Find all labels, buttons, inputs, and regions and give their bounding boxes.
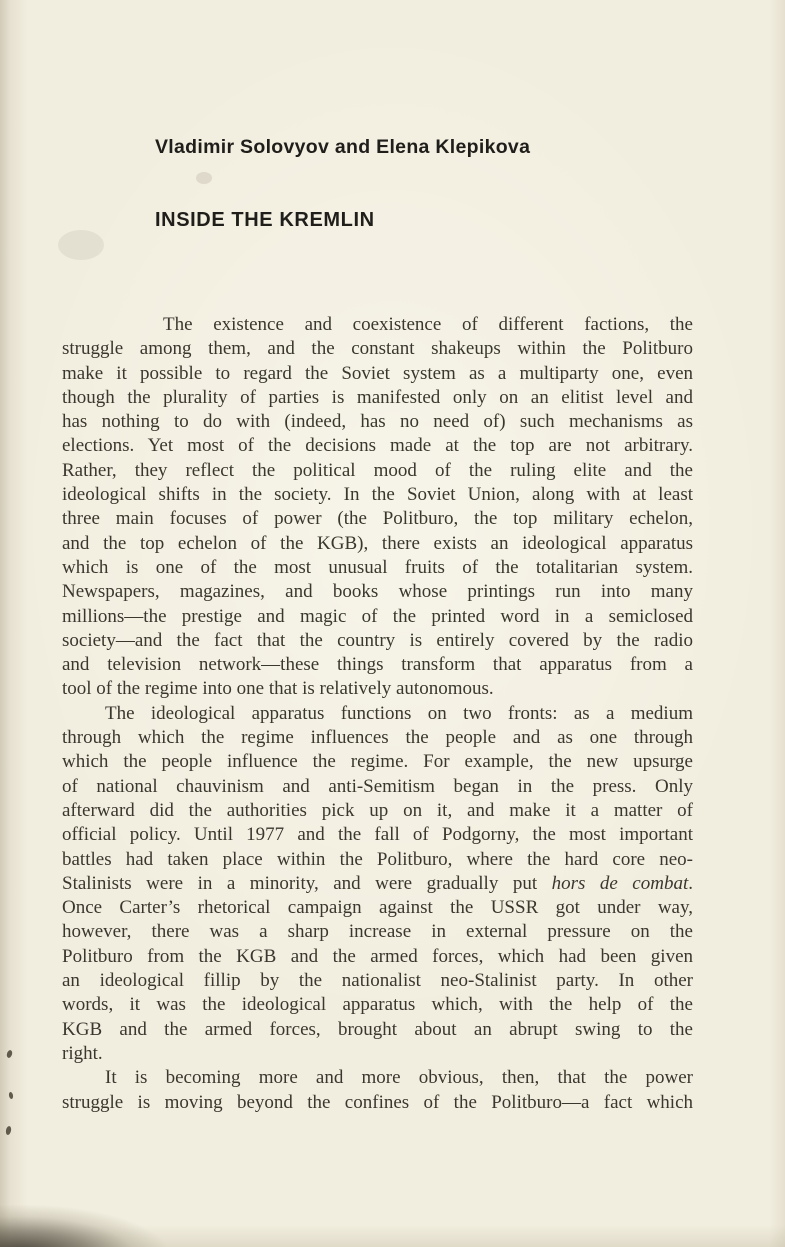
text-line: afterward did the authorities pick up on it, and make it a matter of [62, 799, 693, 821]
text-line: KGB and the armed forces, brought about an abrupt swing to the [62, 1018, 693, 1040]
binding-speck [8, 1092, 13, 1100]
text-line: of national chauvinism and anti-Semitism began in the press. Only [62, 775, 693, 797]
text-line: which is one of the most unusual fruits of the totalitarian system. [62, 556, 693, 578]
paragraph [62, 313, 693, 702]
text-line: Once Carter’s rhetorical campaign against the USSR got under way, [62, 897, 693, 919]
text-line: and the top echelon of the KGB), there exists an ideological apparatus [62, 532, 693, 554]
text-line: right. [62, 1042, 103, 1064]
author-heading: Vladimir Solovyov and Elena Klepikova [155, 136, 531, 158]
binding-speck [5, 1126, 12, 1136]
paper-smudge [58, 230, 104, 260]
page-corner-shadow [0, 1205, 168, 1247]
text-line: millions—the prestige and magic of the printed word in a semiclosed [62, 605, 693, 627]
text-line: and television network—these things transform that apparatus from a [62, 654, 693, 676]
text-line: ideological shifts in the society. In the Soviet Union, along with at least [62, 484, 693, 506]
text-line: The ideological apparatus functions on two fronts: as a medium [105, 702, 693, 724]
text-line: battles had taken place within the Politburo, where the hard core neo- [62, 848, 693, 870]
text-line: society—and the fact that the country is entirely covered by the radio [62, 629, 693, 651]
text-line: make it possible to regard the Soviet system as a multiparty one, even [62, 362, 693, 384]
paragraph [62, 1066, 693, 1115]
text-line: The existence and coexistence of different factions, the [163, 314, 693, 335]
text-line: tool of the regime into one that is relatively autonomous. [62, 678, 494, 700]
book-title: INSIDE THE KREMLIN [155, 209, 375, 231]
text-line: struggle among them, and the constant shakeups within the Politburo [62, 338, 693, 360]
text-line: Stalinists were in a minority, and were gradually put hors de combat. [62, 872, 693, 894]
text-line: struggle is moving beyond the confines of the Politburo—a fact which [62, 1091, 693, 1113]
text-line: elections. Yet most of the decisions made at the top are not arbitrary. [62, 435, 693, 457]
text-line: official policy. Until 1977 and the fall of Podgorny, the most important [62, 824, 693, 846]
text-line: though the plurality of parties is manifested only on an elitist level and [62, 386, 693, 408]
text-line: three main focuses of power (the Politburo, the top military echelon, [62, 508, 693, 530]
text-line: Newspapers, magazines, and books whose printings run into many [62, 581, 693, 603]
text-line: Rather, they reflect the political mood of the ruling elite and the [62, 459, 693, 481]
text-line: through which the regime influences the people and as one through [62, 727, 693, 749]
paper-smudge [196, 172, 212, 184]
paragraph [62, 702, 693, 1066]
text-line: It is becoming more and more obvious, then, that the power [105, 1067, 693, 1089]
binding-speck [6, 1049, 13, 1058]
text-line: an ideological fillip by the nationalist neo-Stalinist party. In other [62, 970, 693, 992]
text-line: words, it was the ideological apparatus which, with the help of the [62, 994, 693, 1016]
text-line: Politburo from the KGB and the armed forces, which had been given [62, 945, 693, 967]
text-line: which the people influence the regime. For example, the new upsurge [62, 751, 693, 773]
text-line: however, there was a sharp increase in external pressure on the [62, 921, 693, 943]
text-line: has nothing to do with (indeed, has no need of) such mechanisms as [62, 411, 693, 433]
body-text [62, 313, 693, 1115]
